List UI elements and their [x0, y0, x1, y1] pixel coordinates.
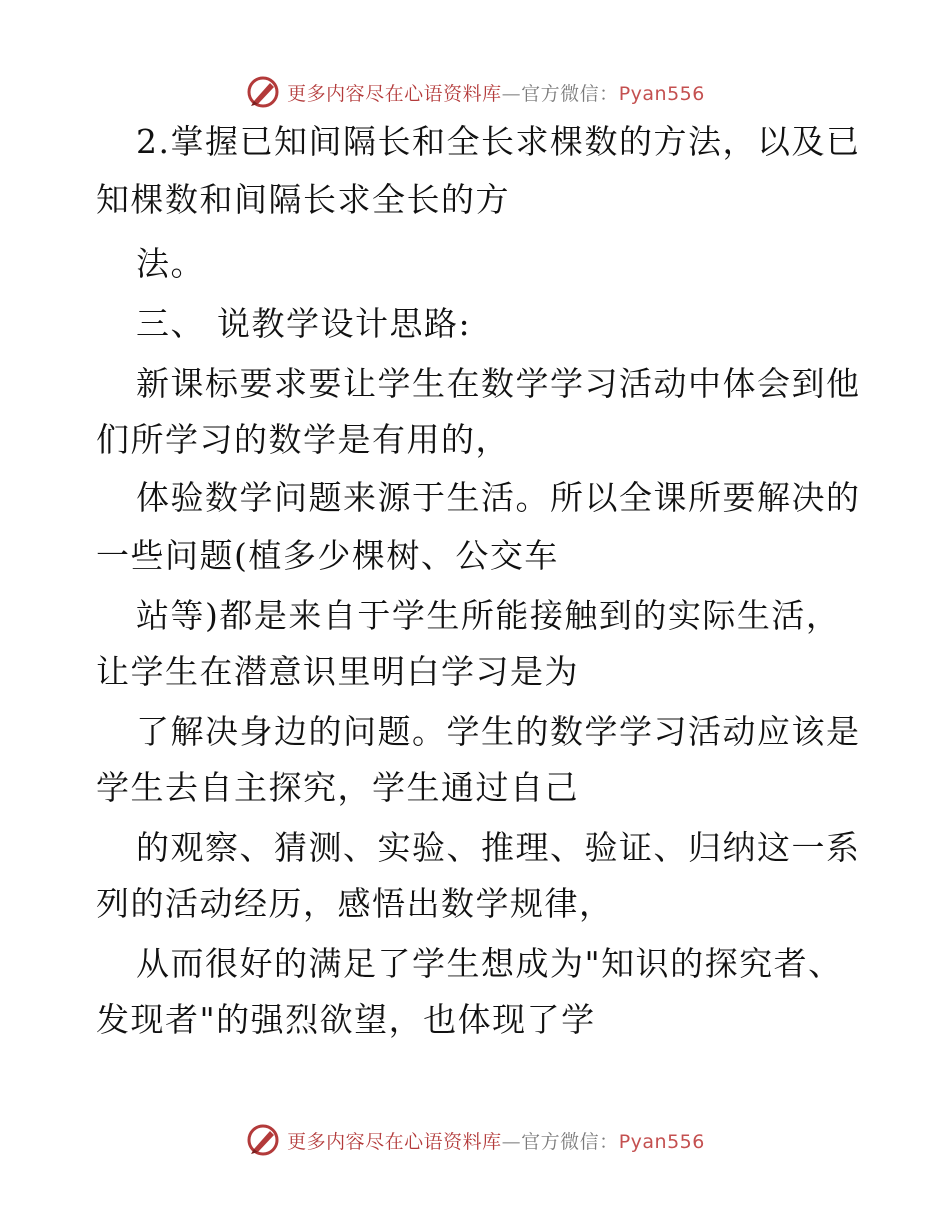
banner-wechat-id: Pyan556 — [618, 82, 705, 105]
banner-site-text: 更多内容尽在心语资料库 — [287, 82, 502, 105]
body-line: 发现者"的强烈欲望，也体现了学 — [96, 1000, 596, 1039]
banner-site-text: 更多内容尽在心语资料库 — [287, 1130, 502, 1153]
body-line: 法。 — [136, 244, 205, 283]
body-line: 新课标要求要让学生在数学学习活动中体会到他 — [136, 364, 861, 403]
body-line: 的观察、猜测、实验、推理、验证、归纳这一系 — [136, 828, 861, 867]
banner-separator: — — [501, 1130, 522, 1153]
body-line: 从而很好的满足了学生想成为"知识的探究者、 — [136, 944, 843, 983]
body-line: 2.掌握已知间隔长和全长求棵数的方法，以及已 — [136, 122, 861, 161]
body-line: 站等)都是来自于学生所能接触到的实际生活， — [136, 596, 841, 635]
body-line: 一些问题(植多少棵树、公交车 — [96, 536, 559, 575]
body-line: 列的活动经历，感悟出数学规律， — [96, 884, 614, 923]
header-banner — [0, 70, 950, 114]
banner-wechat-label: 官方微信： — [521, 1130, 619, 1153]
banner-text — [287, 79, 705, 106]
pen-logo-icon — [245, 74, 281, 110]
body-line: 了解决身边的问题。学生的数学学习活动应该是 — [136, 712, 861, 751]
banner-wechat-label: 官方微信： — [521, 82, 619, 105]
banner-text — [287, 1127, 705, 1154]
body-line: 体验数学问题来源于生活。所以全课所要解决的 — [136, 478, 861, 517]
body-line: 学生去自主探究，学生通过自己 — [96, 768, 579, 807]
footer-banner — [0, 1118, 950, 1162]
body-line: 知棵数和间隔长求全长的方 — [96, 180, 510, 219]
body-line: 让学生在潜意识里明白学习是为 — [96, 652, 579, 691]
pen-logo-icon — [245, 1122, 281, 1158]
banner-separator: — — [501, 82, 522, 105]
body-line: 们所学习的数学是有用的， — [96, 420, 510, 459]
banner-wechat-id: Pyan556 — [618, 1130, 705, 1153]
section-heading: 三、 说教学设计思路: — [136, 304, 472, 343]
